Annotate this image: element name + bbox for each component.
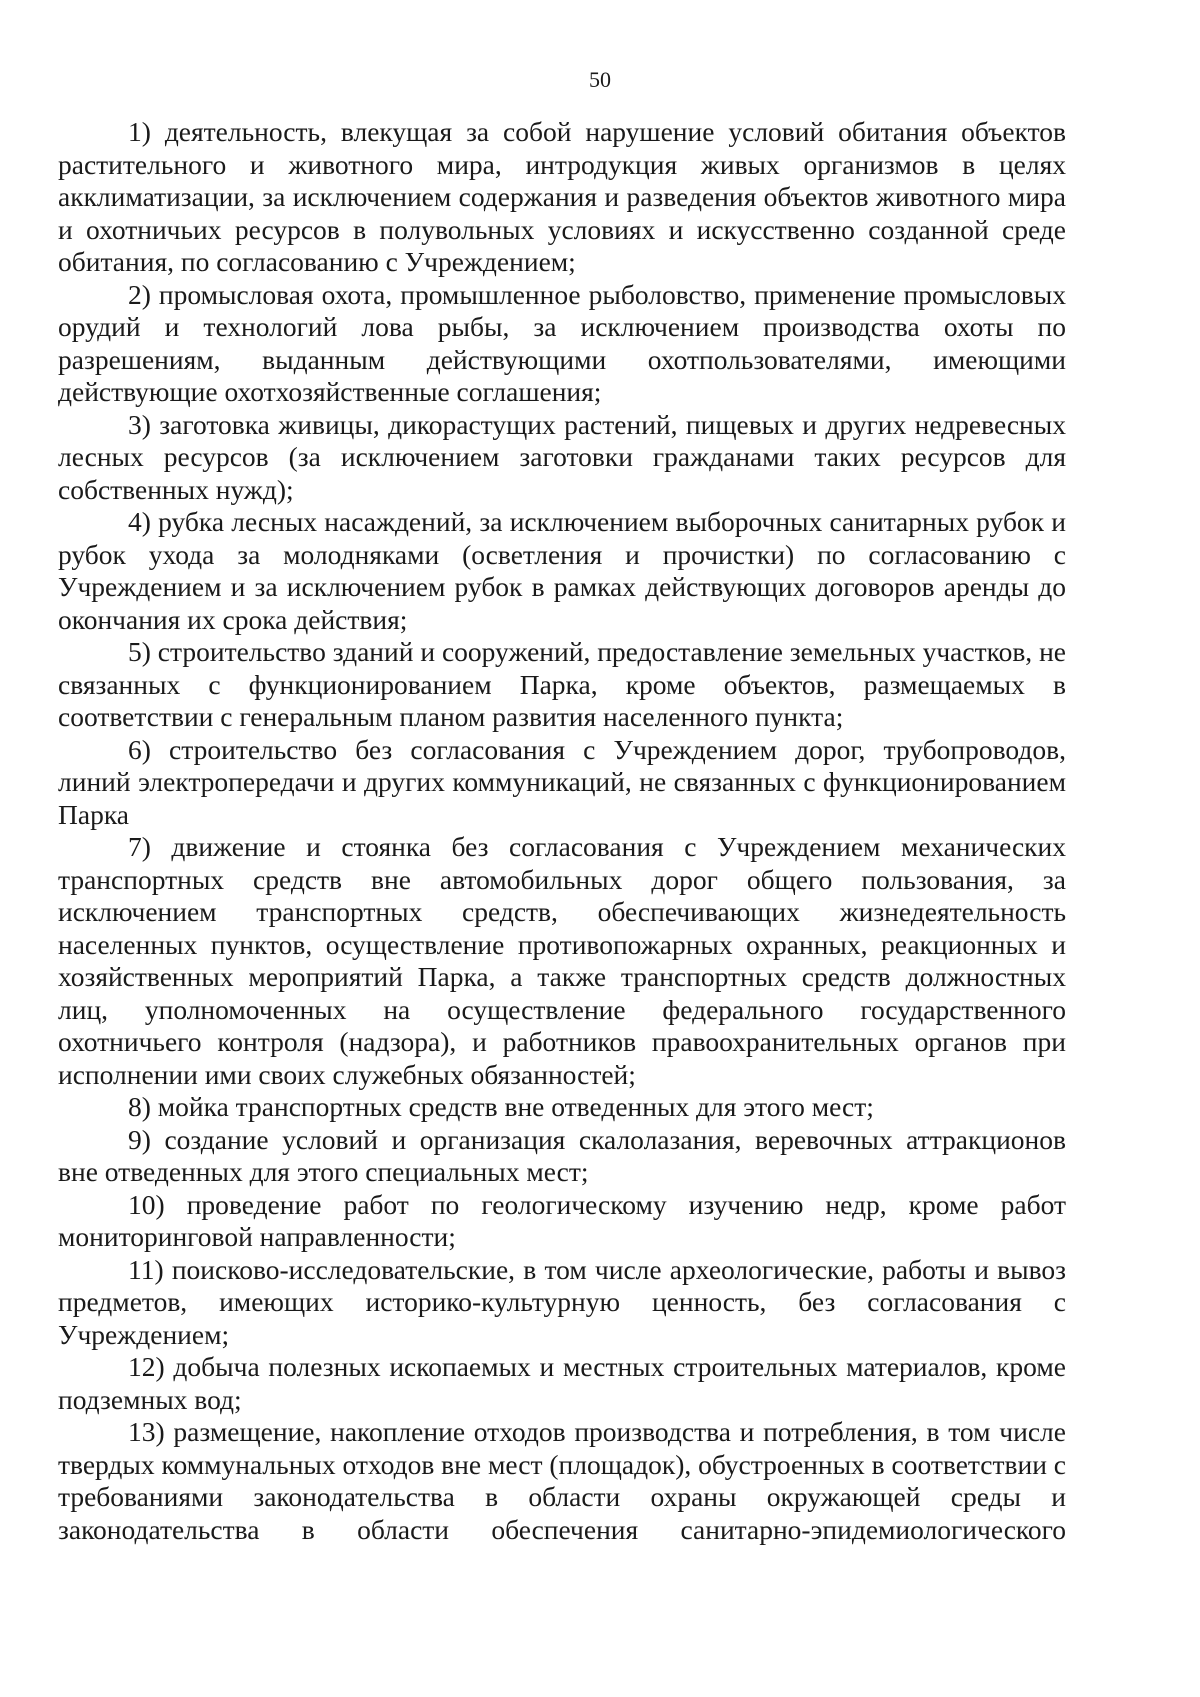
page-number: 50 [589,67,611,92]
list-item-4: 4) рубка лесных насаждений, за исключением выборочных санитарных рубок и рубок ухода за молодняками (осветления и прочистки) по согласованию с Учреждением и за исключением рубок в рамках действующих договоров аренды до окончания их срока действия; [58,506,1066,635]
list-item-7: 7) движение и стоянка без согласования с Учреждением механических транспортных средств вне автомобильных дорог общего пользования, за исключением транспортных средств, обеспечивающих жизнедеятельность населенных пунктов, осуществление противопожарных охранных, реакционных и хозяйственных мероприятий Парка, а также транспортных средств должностных лиц, уполномоченных на осуществление федерального государственного охотничьего контроля (надзора), и работников правоохранительных органов при исполнении ими своих служебных обязанностей; [58,831,1066,1090]
list-item-12: 12) добыча полезных ископаемых и местных строительных материалов, кроме подземных вод; [58,1351,1066,1415]
list-item-10: 10) проведение работ по геологическому изучению недр, кроме работ мониторинговой направленности; [58,1188,1066,1252]
document-body [58,116,1066,1546]
list-item-1: 1) деятельность, влекущая за собой нарушение условий обитания объектов растительного и животного мира, интродукция живых организмов в целях акклиматизации, за исключением содержания и разведения объектов животного мира и охотничьих ресурсов в полувольных условиях и искусственно созданной среде обитания, по согласованию с Учреждением; [58,116,1066,277]
list-item-9: 9) создание условий и организация скалолазания, веревочных аттракционов вне отведенных для этого специальных мест; [58,1123,1066,1187]
list-item-6: 6) строительство без согласования с Учреждением дорог, трубопроводов, линий электропередачи и других коммуникаций, не связанных с функционированием Парка [58,733,1066,830]
list-item-11: 11) поисково-исследовательские, в том числе археологические, работы и вывоз предметов, имеющих историко-культурную ценность, без согласования с Учреждением; [58,1253,1066,1350]
list-item-13: 13) размещение, накопление отходов производства и потребления, в том числе твердых коммунальных отходов вне мест (площадок), обустроенных в соответствии с требованиями законодательства в области охраны окружающей среды и законодательства в области обеспечения санитарно-эпидемиологического [58,1416,1067,1545]
list-item-5: 5) строительство зданий и сооружений, предоставление земельных участков, не связанных с функционированием Парка, кроме объектов, размещаемых в соответствии с генеральным планом развития населенного пункта; [58,636,1066,732]
list-item-2: 2) промысловая охота, промышленное рыболовство, применение промысловых орудий и технологий лова рыбы, за исключением производства охоты по разрешениям, выданным действующими охотпользователями, имеющими действующие охотхозяйственные соглашения; [58,278,1066,407]
list-item-8: 8) мойка транспортных средств вне отведенных для этого мест; [128,1091,874,1122]
list-item-3: 3) заготовка живицы, дикорастущих растений, пищевых и других недревесных лесных ресурсов (за исключением заготовки гражданами таких ресурсов для собственных нужд); [58,408,1066,505]
